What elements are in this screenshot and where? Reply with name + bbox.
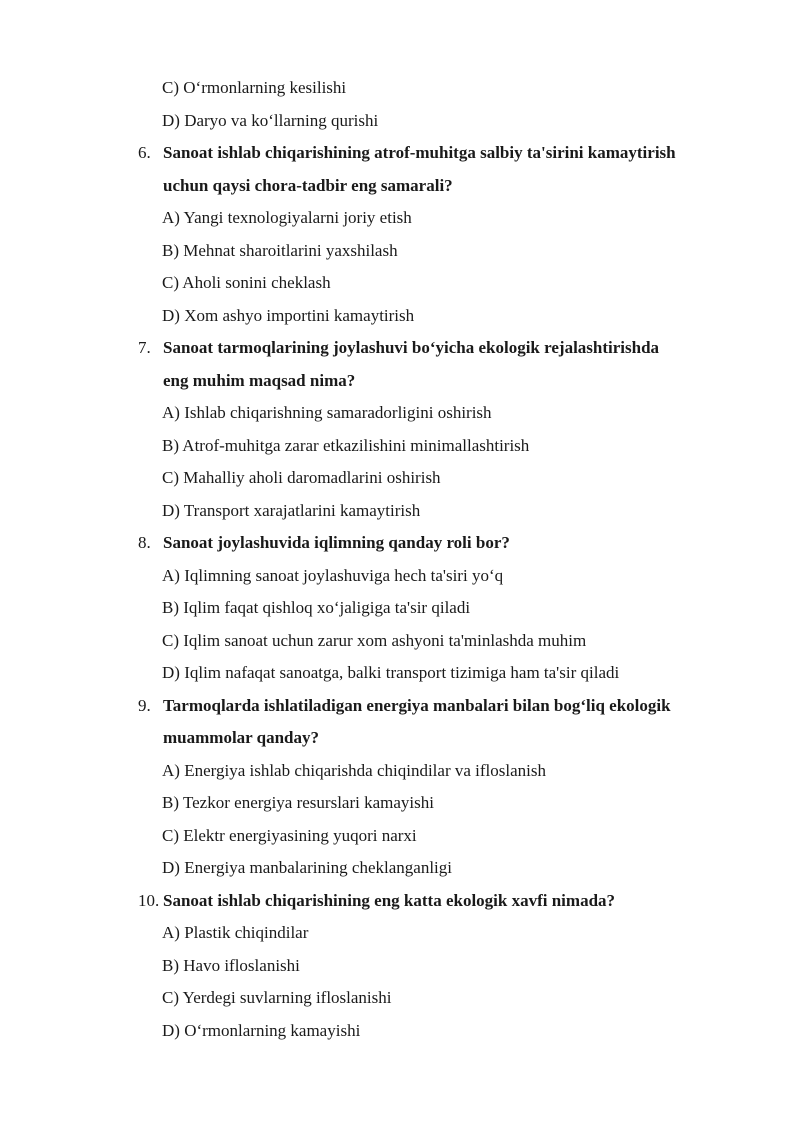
document-page: [0, 72, 800, 1047]
answer-option: D) Xom ashyo importini kamaytirish: [162, 305, 415, 325]
question-9-line-1: [0, 690, 800, 723]
question-8-line-1: [0, 527, 800, 560]
answer-option: D) Energiya manbalarining cheklanganligi: [162, 858, 453, 877]
question-number: 9.: [138, 695, 151, 715]
question-text: Sanoat joylashuvida iqlimning qanday roli bor?: [163, 533, 510, 552]
answer-option: B) Tezkor energiya resurslari kamayishi: [162, 793, 434, 812]
answer-option: A) Ishlab chiqarishning samaradorligini oshirish: [162, 403, 492, 422]
question-7-line-2: [0, 365, 800, 398]
question-text: eng muhim maqsad nima?: [163, 370, 356, 390]
question-6-line-2: [0, 170, 800, 203]
answer-option: D) Daryo va ko‘llarning qurishi: [162, 110, 379, 130]
answer-option: A) Iqlimning sanoat joylashuviga hech ta'siri yo‘q: [162, 565, 504, 585]
question-text: Sanoat tarmoqlarining joylashuvi bo‘yicha ekologik rejalashtirishda: [163, 338, 660, 357]
answer-option: B) Atrof-muhitga zarar etkazilishini minimallashtirish: [162, 435, 530, 455]
question-10-line-1: [0, 885, 800, 918]
question-text: muammolar qanday?: [163, 728, 320, 747]
question-text: Tarmoqlarda ishlatiladigan energiya manbalari bilan bog‘liq ekologik: [163, 695, 671, 715]
answer-option: C) Elektr energiyasining yuqori narxi: [162, 825, 417, 845]
question-7-line-1: [0, 332, 800, 365]
question-number: 7.: [138, 338, 151, 357]
question-text: uchun qaysi chora-tadbir eng samarali?: [163, 175, 453, 195]
answer-option: C) Yerdegi suvlarning ifloslanishi: [162, 988, 392, 1007]
answer-option: C) Mahalliy aholi daromadlarini oshirish: [162, 468, 441, 487]
question-number: 8.: [138, 533, 151, 552]
answer-option: C) Aholi sonini cheklash: [162, 273, 331, 292]
answer-option: B) Iqlim faqat qishloq xo‘jaligiga ta'sir qiladi: [162, 598, 471, 617]
question-9-line-2: [0, 722, 800, 755]
question-text: Sanoat ishlab chiqarishining atrof-muhitga salbiy ta'sirini kamaytirish: [163, 143, 676, 162]
answer-option: D) O‘rmonlarning kamayishi: [162, 1020, 361, 1040]
answer-option: B) Havo ifloslanishi: [162, 955, 300, 975]
question-number: 6.: [138, 143, 151, 162]
answer-option: D) Iqlim nafaqat sanoatga, balki transport tizimiga ham ta'sir qiladi: [162, 663, 620, 682]
answer-option: A) Energiya ishlab chiqarishda chiqindilar va ifloslanish: [162, 760, 546, 780]
question-6-line-1: [0, 137, 800, 170]
question-text: Sanoat ishlab chiqarishining eng katta ekologik xavfi nimada?: [163, 890, 616, 910]
answer-option: A) Plastik chiqindilar: [162, 923, 309, 942]
question-number: 10.: [138, 890, 160, 910]
answer-option: B) Mehnat sharoitlarini yaxshilash: [162, 240, 398, 260]
answer-option: D) Transport xarajatlarini kamaytirish: [162, 500, 421, 520]
answer-option: A) Yangi texnologiyalarni joriy etish: [162, 208, 412, 227]
answer-option: C) O‘rmonlarning kesilishi: [162, 78, 347, 97]
answer-option: C) Iqlim sanoat uchun zarur xom ashyoni ta'minlashda muhim: [162, 630, 587, 650]
